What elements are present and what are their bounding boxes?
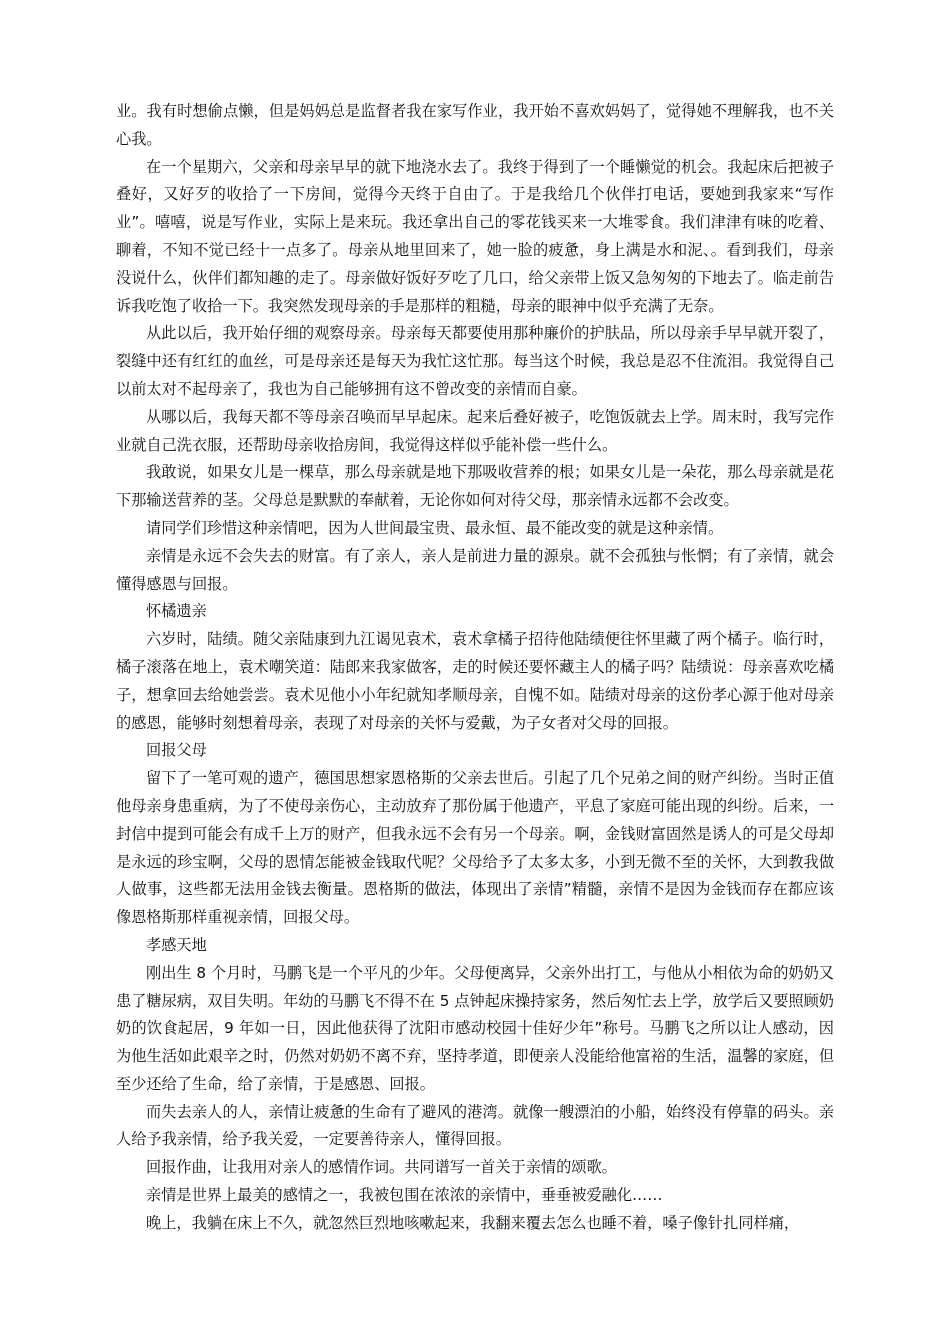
section-heading: 回报父母: [146, 741, 207, 760]
paragraph: 留下了一笔可观的遗产，德国思想家恩格斯的父亲去世后。引起了几个兄弟之间的财产纠纷。当时正值他母亲身患重病，为了不使母亲伤心，主动放弃了那份属于他遗产，平息了家庭可能出现的纠纷。后来，一封信中提到可能会有成千上万的财产，但我永远不会有另一个母亲。啊，金钱财富固然是诱人的可是父母却是永远的珍宝啊，父母的恩情怎能被金钱取代呢？父母给予了太多太多，小到无微不至的关怀，大到教我做人做事，这些都无法用金钱去衡量。恩格斯的做法，体现出了亲情”精髓，亲情不是因为金钱而存在都应该像恩格斯那样重视亲情，回报父母。: [116, 769, 834, 927]
document-body: [116, 98, 834, 1238]
paragraph: 亲情是世界上最美的感情之一，我被包围在浓浓的亲情中，垂垂被爱融化……: [146, 1186, 663, 1205]
paragraph: 从此以后，我开始仔细的观察母亲。母亲每天都要使用那种廉价的护肤品，所以母亲手早早就开裂了，裂缝中还有红红的血丝，可是母亲还是每天为我忙这忙那。每当这个时候，我总是忍不住流泪。我觉得自己以前太对不起母亲了，我也为自己能够拥有这不曾改变的亲情而自豪。: [116, 324, 834, 398]
section-heading: 孝感天地: [146, 935, 207, 954]
paragraph: 亲情是永远不会失去的财富。有了亲人，亲人是前进力量的源泉。就不会孤独与怅惘；有了亲情，就会懂得感恩与回报。: [116, 546, 834, 593]
paragraph: 我敢说，如果女儿是一棵草，那么母亲就是地下那吸收营养的根；如果女儿是一朵花，那么母亲就是花下那输送营养的茎。父母总是默默的奉献着，无论你如何对待父母，那亲情永远都不会改变。: [116, 463, 834, 510]
paragraph: 从哪以后，我每天都不等母亲召唤而早早起床。起来后叠好被子，吃饱饭就去上学。周末时，我写完作业就自己洗衣服，还帮助母亲收拾房间，我觉得这样似乎能补偿一些什么。: [116, 407, 834, 454]
paragraph: 而失去亲人的人，亲情让疲惫的生命有了避风的港湾。就像一艘漂泊的小船，始终没有停靠的码头。亲人给予我亲情，给予我关爱，一定要善待亲人，懂得回报。: [116, 1102, 834, 1149]
paragraph: 在一个星期六，父亲和母亲早早的就下地浇水去了。我终于得到了一个睡懒觉的机会。我起床后把被子叠好，又好歹的收拾了一下房间，觉得今天终于自由了。于是我给几个伙伴打电话，要她到我家来“写作业”。嘻嘻，说是写作业，实际上是来玩。我还拿出自己的零花钱买来一大堆零食。我们津津有味的吃着、聊着，不知不觉已经十一点多了。母亲从地里回来了，她一脸的疲惫，身上满是水和泥、。看到我们，母亲没说什么，伙伴们都知趣的走了。母亲做好饭好歹吃了几口，给父亲带上饭又急匆匆的下地去了。临走前告诉我吃饱了收拾一下。我突然发现母亲的手是那样的粗糙，母亲的眼神中似乎充满了无奈。: [116, 157, 834, 315]
paragraph: 请同学们珍惜这种亲情吧，因为人世间最宝贵、最永恒、最不能改变的就是这种亲情。: [146, 518, 724, 537]
paragraph: 回报作曲，让我用对亲人的感情作词。共同谱写一首关于亲情的颂歌。: [146, 1158, 617, 1177]
paragraph: 刚出生 8 个月时，马鹏飞是一个平凡的少年。父母便离异，父亲外出打工，与他从小相依为命的奶奶又患了糖尿病，双目失明。年幼的马鹏飞不得不在 5 点钟起床操持家务，然后匆忙去上学，放学后又要照顾奶奶的饮食起居，9 年如一日，因此他获得了沈阳市感动校园十佳好少年”称号。马鹏飞之所以让人感动，因为他生活如此艰辛之时，仍然对奶奶不离不弃，坚持孝道，即便亲人没能给他富裕的生活，温馨的家庭，但至少还给了生命，给了亲情，于是感恩、回报。: [116, 963, 834, 1093]
section-heading: 怀橘遗亲: [146, 602, 207, 621]
paragraph: 晚上，我躺在床上不久，就忽然巨烈地咳嗽起来，我翻来覆去怎么也睡不着，嗓子像针扎同样痛，: [146, 1213, 800, 1232]
paragraph: 六岁时，陆绩。随父亲陆康到九江谒见袁术，袁术拿橘子招待他陆绩便往怀里藏了两个橘子。临行时，橘子滚落在地上，袁术嘲笑道：陆郎来我家做客，走的时候还要怀藏主人的橘子吗？陆绩说：母亲喜欢吃橘子，想拿回去给她尝尝。袁术见他小小年纪就知孝顺母亲，自愧不如。陆绩对母亲的这份孝心源于他对母亲的感恩，能够时刻想着母亲，表现了对母亲的关怀与爱戴，为子女者对父母的回报。: [116, 630, 834, 732]
paragraph: 业。我有时想偷点懒，但是妈妈总是监督者我在家写作业，我开始不喜欢妈妈了，觉得她不理解我，也不关心我。: [116, 102, 834, 148]
